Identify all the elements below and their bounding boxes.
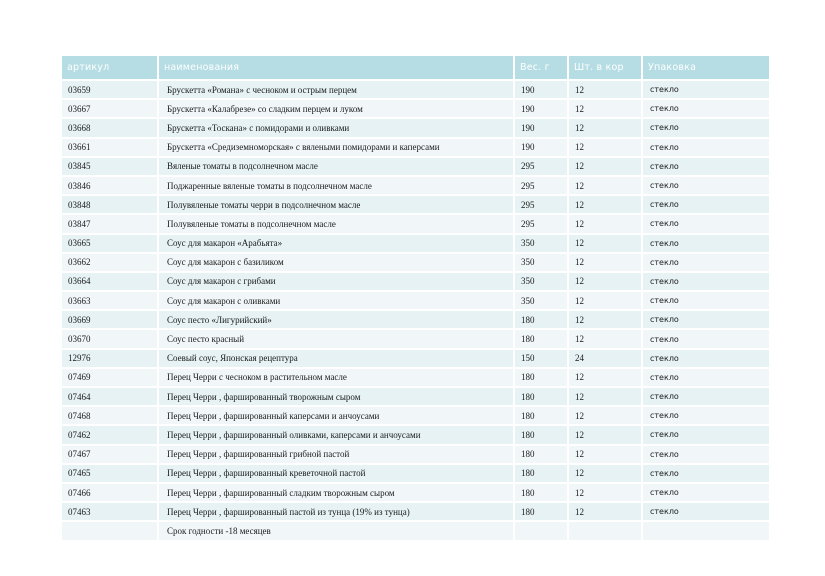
cell-packaging: стекло (642, 387, 769, 406)
table-row (62, 234, 769, 253)
cell-article: 03663 (62, 291, 158, 310)
table-row (62, 176, 769, 195)
cell-per-box: 12 (568, 118, 642, 137)
cell-weight: 350 (514, 253, 568, 272)
table-row (62, 329, 769, 348)
cell-packaging (642, 521, 769, 540)
cell-weight: 190 (514, 80, 568, 99)
cell-name: Перец Черри , фаршированный творожным сыром (158, 387, 514, 406)
cell-article: 07468 (62, 406, 158, 425)
cell-name: Соус песто «Лигурийский» (158, 310, 514, 329)
cell-article: 03667 (62, 99, 158, 118)
cell-per-box: 12 (568, 272, 642, 291)
cell-packaging: стекло (642, 329, 769, 348)
cell-packaging: стекло (642, 234, 769, 253)
cell-name: Перец Черри , фаршированный оливками, каперсами и анчоусами (158, 425, 514, 444)
cell-name: Перец Черри , фаршированный грибной пастой (158, 445, 514, 464)
table-body (62, 80, 769, 541)
table-row (62, 483, 769, 502)
header-article: артикул (62, 56, 158, 80)
cell-packaging: стекло (642, 368, 769, 387)
cell-article: 12976 (62, 349, 158, 368)
cell-weight: 180 (514, 445, 568, 464)
cell-packaging: стекло (642, 310, 769, 329)
table-row (62, 138, 769, 157)
cell-article: 07466 (62, 483, 158, 502)
cell-packaging: стекло (642, 502, 769, 521)
table-row (62, 80, 769, 99)
table-row (62, 368, 769, 387)
cell-weight: 190 (514, 99, 568, 118)
header-packaging: Упаковка (642, 56, 769, 80)
cell-name: Перец Черри , фаршированный каперсами и анчоусами (158, 406, 514, 425)
cell-packaging: стекло (642, 118, 769, 137)
product-table (62, 56, 769, 542)
cell-name: Перец Черри , фаршированный креветочной пастой (158, 464, 514, 483)
cell-packaging: стекло (642, 445, 769, 464)
cell-per-box: 12 (568, 502, 642, 521)
cell-article: 07465 (62, 464, 158, 483)
cell-weight: 295 (514, 176, 568, 195)
cell-packaging: стекло (642, 464, 769, 483)
cell-per-box: 12 (568, 368, 642, 387)
cell-per-box: 12 (568, 157, 642, 176)
cell-name: Полувяленые томаты в подсолнечном масле (158, 214, 514, 233)
cell-name: Перец Черри с чесноком в растительном масле (158, 368, 514, 387)
cell-weight: 295 (514, 195, 568, 214)
cell-article: 07464 (62, 387, 158, 406)
table-row (62, 214, 769, 233)
cell-per-box: 12 (568, 310, 642, 329)
cell-weight (514, 521, 568, 540)
table-row (62, 157, 769, 176)
cell-article: 03670 (62, 329, 158, 348)
cell-packaging: стекло (642, 349, 769, 368)
cell-per-box: 12 (568, 176, 642, 195)
cell-weight: 180 (514, 406, 568, 425)
cell-article: 03846 (62, 176, 158, 195)
cell-weight: 180 (514, 464, 568, 483)
cell-name: Полувяленые томаты черри в подсолнечном масле (158, 195, 514, 214)
cell-name: Брускетта «Калабрезе» со сладким перцем и луком (158, 99, 514, 118)
cell-article: 07462 (62, 425, 158, 444)
cell-article: 07469 (62, 368, 158, 387)
table-header-row (62, 56, 769, 80)
cell-article: 03845 (62, 157, 158, 176)
table-row (62, 425, 769, 444)
cell-name: Соус для макарон с базиликом (158, 253, 514, 272)
cell-per-box: 12 (568, 80, 642, 99)
cell-weight: 180 (514, 310, 568, 329)
cell-article: 03669 (62, 310, 158, 329)
cell-per-box: 12 (568, 138, 642, 157)
cell-packaging: стекло (642, 272, 769, 291)
cell-weight: 180 (514, 502, 568, 521)
cell-packaging: стекло (642, 291, 769, 310)
cell-article: 07463 (62, 502, 158, 521)
cell-name: Соус для макарон «Арабьята» (158, 234, 514, 253)
table-row (62, 310, 769, 329)
cell-name: Брускетта «Средиземноморская» с вялеными помидорами и каперсами (158, 138, 514, 157)
cell-weight: 295 (514, 157, 568, 176)
cell-weight: 180 (514, 483, 568, 502)
cell-weight: 350 (514, 234, 568, 253)
cell-per-box: 12 (568, 483, 642, 502)
cell-weight: 190 (514, 118, 568, 137)
cell-article: 03662 (62, 253, 158, 272)
cell-article: 03848 (62, 195, 158, 214)
cell-article: 07467 (62, 445, 158, 464)
cell-name: Брускетта «Тоскана» с помидорами и оливками (158, 118, 514, 137)
header-name: наименования (158, 56, 514, 80)
cell-packaging: стекло (642, 80, 769, 99)
table-row (62, 502, 769, 521)
cell-packaging: стекло (642, 483, 769, 502)
cell-packaging: стекло (642, 253, 769, 272)
cell-weight: 150 (514, 349, 568, 368)
cell-per-box: 12 (568, 445, 642, 464)
cell-name: Соевый соус, Японская рецептура (158, 349, 514, 368)
cell-per-box: 12 (568, 291, 642, 310)
cell-weight: 350 (514, 291, 568, 310)
cell-article: 03664 (62, 272, 158, 291)
cell-weight: 180 (514, 425, 568, 444)
cell-per-box: 24 (568, 349, 642, 368)
cell-per-box: 12 (568, 387, 642, 406)
header-weight: Вес. г (514, 56, 568, 80)
cell-name: Вяленые томаты в подсолнечном масле (158, 157, 514, 176)
table-row (62, 521, 769, 540)
cell-weight: 180 (514, 368, 568, 387)
cell-per-box: 12 (568, 425, 642, 444)
table-row (62, 195, 769, 214)
cell-packaging: стекло (642, 214, 769, 233)
cell-name: Соус песто красный (158, 329, 514, 348)
cell-packaging: стекло (642, 157, 769, 176)
cell-packaging: стекло (642, 99, 769, 118)
table-row (62, 445, 769, 464)
cell-article (62, 521, 158, 540)
cell-per-box: 12 (568, 195, 642, 214)
cell-name: Поджаренные вяленые томаты в подсолнечном масле (158, 176, 514, 195)
cell-weight: 350 (514, 272, 568, 291)
cell-weight: 190 (514, 138, 568, 157)
cell-packaging: стекло (642, 406, 769, 425)
table-row (62, 253, 769, 272)
table-row (62, 387, 769, 406)
cell-per-box: 12 (568, 329, 642, 348)
header-per-box: Шт. в кор (568, 56, 642, 80)
cell-per-box: 12 (568, 214, 642, 233)
cell-packaging: стекло (642, 425, 769, 444)
table-row (62, 272, 769, 291)
cell-packaging: стекло (642, 138, 769, 157)
cell-article: 03659 (62, 80, 158, 99)
cell-name: Перец Черри , фаршированный пастой из тунца (19% из тунца) (158, 502, 514, 521)
cell-per-box: 12 (568, 464, 642, 483)
cell-name: Соус для макарон с оливками (158, 291, 514, 310)
cell-packaging: стекло (642, 195, 769, 214)
cell-per-box: 12 (568, 234, 642, 253)
cell-weight: 180 (514, 329, 568, 348)
table-row (62, 291, 769, 310)
cell-per-box (568, 521, 642, 540)
cell-weight: 295 (514, 214, 568, 233)
cell-weight: 180 (514, 387, 568, 406)
cell-article: 03847 (62, 214, 158, 233)
cell-name: Перец Черри , фаршированный сладким творожным сыром (158, 483, 514, 502)
table-row (62, 99, 769, 118)
table-row (62, 118, 769, 137)
cell-per-box: 12 (568, 406, 642, 425)
table-row (62, 406, 769, 425)
cell-packaging: стекло (642, 176, 769, 195)
table-row (62, 349, 769, 368)
cell-per-box: 12 (568, 99, 642, 118)
cell-name: Срок годности -18 месяцев (158, 521, 514, 540)
cell-article: 03665 (62, 234, 158, 253)
cell-article: 03661 (62, 138, 158, 157)
cell-per-box: 12 (568, 253, 642, 272)
table-row (62, 464, 769, 483)
cell-name: Брускетта «Романа» с чесноком и острым перцем (158, 80, 514, 99)
cell-name: Соус для макарон с грибами (158, 272, 514, 291)
cell-article: 03668 (62, 118, 158, 137)
